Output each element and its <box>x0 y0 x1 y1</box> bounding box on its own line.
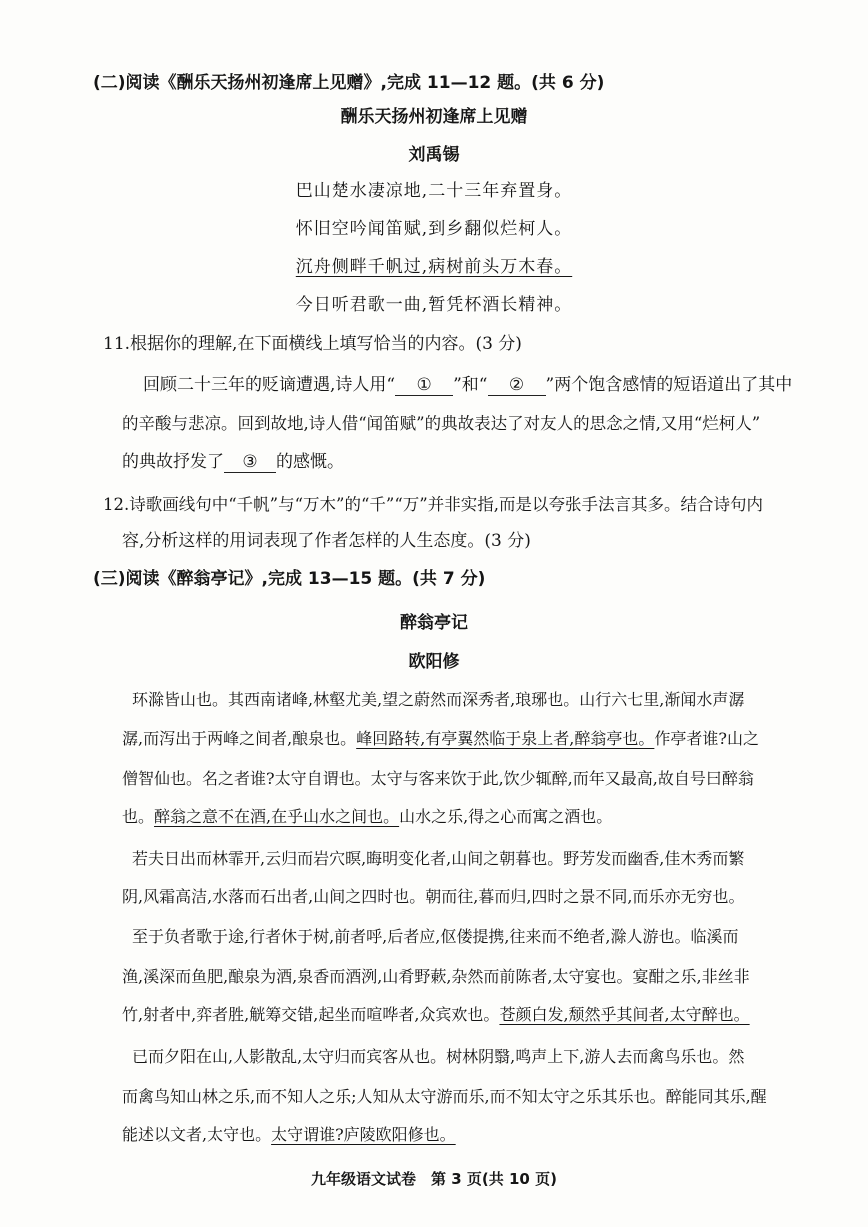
essay-p4-line-3 <box>122 1124 456 1146</box>
poem-line-1: 巴山楚水凄凉地,二十三年弃置身。 <box>295 181 573 201</box>
q11-paragraph-line-2: 的辛酸与悲凉。回到故地,诗人借“闻笛赋”的典故表达了对友人的思念之情,又用“烂柯人” <box>122 414 761 433</box>
q11-text-d: 的典故抒发了 <box>122 452 224 472</box>
essay-p3-underlined-sentence: 苍颜白发,颓然乎其间者,太守醉也。 <box>499 1005 750 1024</box>
essay-p1-text-d: 山水之乐,得之心而寓之酒也。 <box>399 807 613 826</box>
q11-stem: 11.根据你的理解,在下面横线上填写恰当的内容。(3 分) <box>103 334 522 354</box>
essay-p4-text-a: 能述以文者,太守也。 <box>122 1125 272 1144</box>
essay-p1-line-1: 环滁皆山也。其西南诸峰,林壑尤美,望之蔚然而深秀者,琅琊也。山行六七里,渐闻水声潺 <box>132 690 745 709</box>
essay-p3-line-1: 至于负者歌于途,行者休于树,前者呼,后者应,伛偻提携,往来而不绝者,滁人游也。临溪而 <box>132 927 739 946</box>
essay-p4-underlined-sentence: 太守谓谁?庐陵欧阳修也。 <box>271 1125 456 1144</box>
essay-p3-line-2: 渔,溪深而鱼肥,酿泉为酒,泉香而酒洌,山肴野蔌,杂然而前陈者,太守宴也。宴酣之乐,非丝非 <box>122 967 750 986</box>
essay-p2-line-2: 阴,风霜高洁,水落而石出者,山间之四时也。朝而往,暮而归,四时之景不同,而乐亦无穷也。 <box>122 887 745 906</box>
section3-heading: (三)阅读《醉翁亭记》,完成 13—15 题。(共 7 分) <box>93 569 486 589</box>
fill-blank-3[interactable]: ③ <box>224 452 276 473</box>
section2-heading: (二)阅读《酬乐天扬州初逢席上见赠》,完成 11—12 题。(共 6 分) <box>93 73 605 93</box>
essay-p1-line-3: 僧智仙也。名之者谁?太守自谓也。太守与客来饮于此,饮少辄醉,而年又最高,故自号曰醉翁 <box>122 769 754 788</box>
essay-p4-line-1: 已而夕阳在山,人影散乱,太守归而宾客从也。树林阴翳,鸣声上下,游人去而禽鸟乐也。然 <box>132 1047 745 1066</box>
q12-stem-line-2: 容,分析这样的用词表现了作者怎样的人生态度。(3 分) <box>122 531 531 551</box>
essay-p1-underlined-sentence: 峰回路转,有亭翼然临于泉上者,醉翁亭也。 <box>356 729 655 748</box>
essay-title: 醉翁亭记 <box>400 613 468 633</box>
essay-p3-line-3 <box>122 1004 750 1026</box>
essay-p3-text-a: 竹,射者中,弈者胜,觥筹交错,起坐而喧哗者,众宾欢也。 <box>122 1005 500 1024</box>
essay-p2-line-1: 若夫日出而林霏开,云归而岩穴暝,晦明变化者,山间之朝暮也。野芳发而幽香,佳木秀而繁 <box>132 849 745 868</box>
fill-blank-2[interactable]: ② <box>488 375 546 396</box>
poem-line-2: 怀旧空吟闻笛赋,到乡翻似烂柯人。 <box>295 219 573 239</box>
poem-line-3-text: 沉舟侧畔千帆过,病树前头万木春。 <box>295 257 573 277</box>
q11-text-e: 的感慨。 <box>276 452 344 472</box>
essay-p1-text-a: 潺,而泻出于两峰之间者,酿泉也。 <box>122 729 357 748</box>
essay-p1-line-4 <box>122 806 612 828</box>
poem-title: 酬乐天扬州初逢席上见赠 <box>340 107 528 127</box>
q11-text-c: ”两个饱含感情的短语道出了其中 <box>545 375 793 395</box>
essay-p1-underlined-sentence-2: 醉翁之意不在酒,在乎山水之间也。 <box>154 807 400 826</box>
poem-line-3-underlined <box>0 256 868 278</box>
q11-text-b: ”和“ <box>453 375 488 395</box>
q11-paragraph-line-3 <box>122 451 344 473</box>
q11-paragraph-line-1 <box>143 374 792 396</box>
poem-line-4: 今日听君歌一曲,暂凭杯酒长精神。 <box>295 295 573 315</box>
essay-p1-line-2 <box>122 728 759 750</box>
essay-p1-text-b: 作亭者谁?山之 <box>654 729 759 748</box>
poem-author: 刘禹锡 <box>408 145 460 165</box>
q12-stem-line-1: 12.诗歌画线句中“千帆”与“万木”的“千”“万”并非实指,而是以夸张手法言其多。结合诗句内 <box>103 495 763 514</box>
page-footer: 九年级语文试卷 第 3 页(共 10 页) <box>311 1170 557 1188</box>
essay-p1-text-c: 也。 <box>122 807 155 826</box>
essay-p4-line-2: 而禽鸟知山林之乐,而不知人之乐;人知从太守游而乐,而不知太守之乐其乐也。醉能同其乐,醒 <box>122 1087 767 1106</box>
fill-blank-1[interactable]: ① <box>395 375 453 396</box>
q11-text-a: 回顾二十三年的贬谪遭遇,诗人用“ <box>143 375 396 395</box>
essay-author: 欧阳修 <box>408 652 460 672</box>
